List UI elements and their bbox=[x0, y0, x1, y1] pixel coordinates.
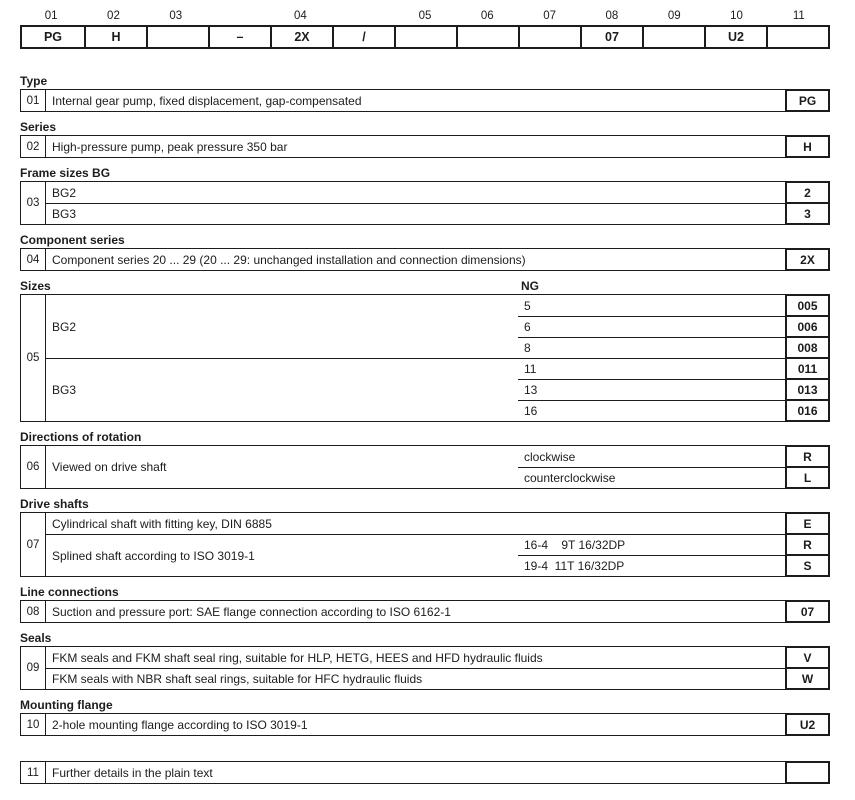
table-sizes bbox=[20, 294, 785, 422]
code-box: 07 bbox=[785, 600, 830, 623]
section-plain-text bbox=[20, 761, 830, 784]
section-frame-sizes bbox=[20, 167, 830, 225]
code-box: 013 bbox=[785, 378, 830, 401]
table-plain-text bbox=[20, 761, 785, 784]
row-description: Splined shaft according to ISO 3019-1 bbox=[46, 534, 518, 576]
code-box: U2 bbox=[785, 713, 830, 736]
code-cell bbox=[766, 27, 828, 47]
ng-value: 11 bbox=[518, 358, 785, 379]
section-title: Frame sizes BG bbox=[20, 166, 111, 180]
position-number: 04 bbox=[293, 10, 307, 22]
code-cell: 07 bbox=[580, 27, 642, 47]
code-cell bbox=[146, 27, 208, 47]
section-title bbox=[20, 280, 830, 292]
section-seals bbox=[20, 632, 830, 690]
section-title: Seals bbox=[20, 631, 52, 645]
code-cell: PG bbox=[43, 30, 63, 44]
section-sizes bbox=[20, 280, 830, 422]
table-drive-shafts bbox=[20, 512, 785, 577]
code-box: 008 bbox=[785, 336, 830, 359]
code-box: W bbox=[785, 667, 830, 690]
code-box: 011 bbox=[785, 357, 830, 380]
table-frame-sizes bbox=[20, 181, 785, 225]
ng-value: 13 bbox=[518, 379, 785, 400]
row-number: 09 bbox=[21, 647, 46, 689]
position-number bbox=[332, 10, 394, 25]
frame-group-label: BG3 bbox=[46, 358, 518, 421]
section-title: Type bbox=[20, 74, 48, 88]
code-box: 2 bbox=[785, 181, 830, 204]
position-number: 11 bbox=[792, 10, 805, 22]
position-number: 08 bbox=[605, 10, 619, 22]
row-number: 03 bbox=[21, 182, 46, 224]
code-box: R bbox=[785, 533, 830, 556]
row-description: 2-hole mounting flange according to ISO 3019-1 bbox=[52, 717, 308, 732]
option-value: 19-4 11T 16/32DP bbox=[518, 555, 785, 576]
code-box: 3 bbox=[785, 202, 830, 225]
code-cell bbox=[642, 27, 704, 47]
row-number: 05 bbox=[21, 295, 46, 421]
table-line-connections bbox=[20, 600, 785, 623]
row-number: 11 bbox=[21, 762, 46, 783]
code-box bbox=[785, 761, 830, 784]
position-number: 10 bbox=[730, 10, 743, 22]
section-title: Directions of rotation bbox=[20, 430, 142, 444]
section-series bbox=[20, 121, 830, 158]
section-title: Drive shafts bbox=[20, 497, 89, 511]
code-box: H bbox=[785, 135, 830, 158]
row-description: High-pressure pump, peak pressure 350 bar bbox=[52, 139, 288, 154]
code-box: E bbox=[785, 512, 830, 535]
table-component-series bbox=[20, 248, 785, 271]
code-box: V bbox=[785, 646, 830, 669]
position-number bbox=[207, 10, 269, 25]
row-description: Suction and pressure port: SAE flange connection according to ISO 6162-1 bbox=[52, 604, 451, 619]
code-cell-separator: – bbox=[208, 27, 270, 47]
frame-group-label: BG2 bbox=[52, 319, 77, 334]
code-bar-cells bbox=[20, 25, 830, 49]
option-value: counterclockwise bbox=[518, 467, 785, 488]
code-box: PG bbox=[785, 89, 830, 112]
row-description: FKM seals and FKM shaft seal ring, suitable for HLP, HETG, HEES and HFD hydraulic fluids bbox=[52, 650, 543, 665]
row-description: Internal gear pump, fixed displacement, gap-compensated bbox=[52, 93, 362, 108]
table-type bbox=[20, 89, 785, 112]
code-bar-position-numbers bbox=[20, 10, 830, 25]
section-type bbox=[20, 75, 830, 112]
table-mounting-flange bbox=[20, 713, 785, 736]
position-number: 03 bbox=[169, 10, 183, 22]
code-cell bbox=[456, 27, 518, 47]
section-drive-shafts bbox=[20, 498, 830, 577]
code-box: 016 bbox=[785, 399, 830, 422]
code-box: 2X bbox=[785, 248, 830, 271]
row-number: 10 bbox=[21, 714, 46, 735]
position-number: 02 bbox=[107, 10, 120, 22]
table-rotation bbox=[20, 445, 785, 489]
row-description: BG3 bbox=[46, 203, 785, 224]
code-cell: H bbox=[84, 27, 146, 47]
row-number: 07 bbox=[21, 513, 46, 576]
row-description: Component series 20 ... 29 (20 ... 29: unchanged installation and connection dimensions) bbox=[52, 252, 526, 267]
code-box: R bbox=[785, 445, 830, 468]
ng-value: 16 bbox=[518, 400, 785, 421]
row-number: 08 bbox=[21, 601, 46, 622]
position-number: 01 bbox=[44, 10, 58, 22]
row-number: 04 bbox=[21, 249, 46, 270]
code-cell-separator: / bbox=[332, 27, 394, 47]
code-box: 006 bbox=[785, 315, 830, 338]
section-title: Mounting flange bbox=[20, 698, 113, 712]
position-number: 06 bbox=[480, 10, 494, 22]
ordering-code-bar bbox=[20, 10, 830, 49]
ng-value: 6 bbox=[518, 316, 785, 337]
row-description: Cylindrical shaft with fitting key, DIN 6885 bbox=[52, 516, 272, 531]
code-cell: U2 bbox=[704, 27, 766, 47]
position-number: 05 bbox=[418, 10, 432, 22]
row-description: BG2 bbox=[52, 185, 77, 200]
ng-value: 8 bbox=[518, 337, 785, 358]
section-rotation bbox=[20, 431, 830, 489]
option-value: clockwise bbox=[524, 449, 576, 464]
table-seals bbox=[20, 646, 785, 690]
table-series bbox=[20, 135, 785, 158]
section-component-series bbox=[20, 234, 830, 271]
code-box: L bbox=[785, 466, 830, 489]
code-box: 005 bbox=[785, 294, 830, 317]
section-title: Component series bbox=[20, 233, 125, 247]
code-cell bbox=[518, 27, 580, 47]
sizes-title: Sizes bbox=[20, 279, 51, 293]
code-cell bbox=[394, 27, 456, 47]
row-number: 02 bbox=[21, 136, 46, 157]
ng-column-label: NG bbox=[521, 279, 539, 293]
row-number: 01 bbox=[21, 90, 46, 111]
position-number: 09 bbox=[667, 10, 681, 22]
row-description: FKM seals with NBR shaft seal rings, suitable for HFC hydraulic fluids bbox=[46, 668, 785, 689]
row-number: 06 bbox=[21, 446, 46, 488]
option-value: 16-4 9T 16/32DP bbox=[518, 534, 785, 555]
ng-value: 5 bbox=[524, 298, 531, 313]
section-title: Series bbox=[20, 120, 57, 134]
code-cell: 2X bbox=[270, 27, 332, 47]
row-description: Viewed on drive shaft bbox=[52, 460, 167, 474]
section-line-connections bbox=[20, 586, 830, 623]
row-description: Further details in the plain text bbox=[52, 765, 213, 780]
section-mounting-flange bbox=[20, 699, 830, 736]
section-title: Line connections bbox=[20, 585, 119, 599]
position-number: 07 bbox=[543, 10, 556, 22]
code-box: S bbox=[785, 554, 830, 577]
